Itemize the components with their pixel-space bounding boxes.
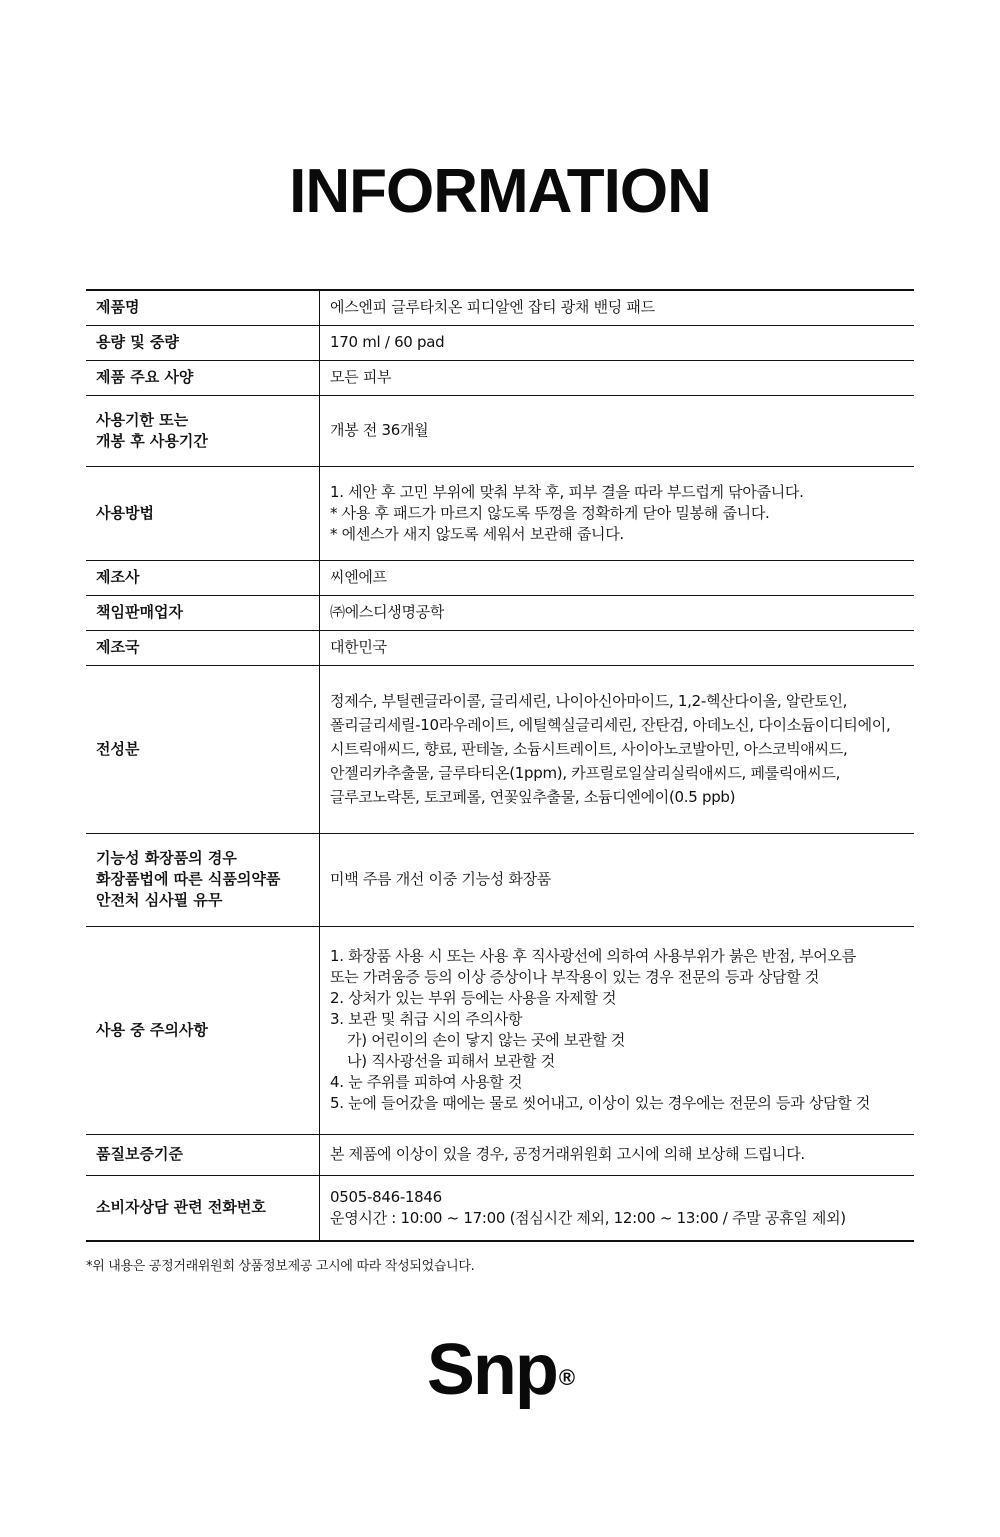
row-label: 기능성 화장품의 경우 화장품법에 따른 식품의약품 안전처 심사필 유무 — [86, 833, 320, 926]
row-label: 제품 주요 사양 — [86, 360, 320, 395]
row-value: 씨엔에프 — [320, 560, 915, 595]
row-value: 본 제품에 이상이 있을 경우, 공정거래위원회 고시에 의해 보상해 드립니다. — [320, 1134, 915, 1175]
row-value: 모든 피부 — [320, 360, 915, 395]
row-value: 0505-846-1846 운영시간 : 10:00 ~ 17:00 (점심시간 제외, 12:00 ~ 13:00 / 주말 공휴일 제외) — [330, 1187, 846, 1227]
row-value: 개봉 전 36개월 — [320, 395, 915, 466]
table-row — [86, 833, 914, 926]
row-value: 대한민국 — [320, 630, 915, 665]
row-label: 사용기한 또는 개봉 후 사용기간 — [86, 395, 320, 466]
row-label: 제조사 — [86, 560, 320, 595]
row-label: 사용 중 주의사항 — [86, 926, 320, 1134]
table-row — [86, 1134, 914, 1175]
table-row — [86, 325, 914, 360]
table-row — [86, 926, 914, 1134]
row-value: 1. 세안 후 고민 부위에 맞춰 부착 후, 피부 결을 따라 부드럽게 닦아줍니다. * 사용 후 패드가 마르지 않도록 뚜껑을 정확하게 닫아 밀봉해 줍니다. * 에센스가 새지 않도록 세워서 보관해 줍니다. — [320, 466, 915, 560]
row-label: 소비자상담 관련 전화번호 — [86, 1175, 320, 1241]
brand-logo — [0, 1325, 1000, 1415]
table-row — [86, 560, 914, 595]
row-value: 미백 주름 개선 이중 기능성 화장품 — [320, 833, 915, 926]
row-label: 용량 및 중량 — [86, 325, 320, 360]
product-info-table — [86, 289, 914, 1242]
table-row — [86, 630, 914, 665]
table-row — [86, 665, 914, 833]
registered-mark: ® — [558, 1365, 574, 1390]
row-label: 전성분 — [86, 665, 320, 833]
row-label: 제조국 — [86, 630, 320, 665]
brand-name: Snp — [426, 1330, 557, 1410]
table-row — [86, 360, 914, 395]
table-row — [86, 466, 914, 560]
footnote: *위 내용은 공정거래위원회 상품정보제공 고시에 따라 작성되었습니다. — [86, 1259, 475, 1274]
table-row — [86, 395, 914, 466]
row-value: 정제수, 부틸렌글라이콜, 글리세린, 나이아신아마이드, 1,2-헥산다이올, 알란토인, 폴리글리세릴-10라우레이트, 에틸헥실글리세린, 잔탄검, 아데노신, 다이소듐이디티에이, 시트릭애씨드, 향료, 판테놀, 소듐시트레이트, 사이아노코발아민, 아스코빅애씨드, 안젤리카추출물, 글루타티온(1ppm), 카프릴로일살리실릭애씨드, 페룰릭애씨드, 글루코노락톤, 토코페롤, 연꽃잎추출물, 소듐디엔에이(0.5 ppb) — [320, 665, 915, 833]
row-label: 책임판매업자 — [86, 595, 320, 630]
row-label: 품질보증기준 — [86, 1134, 320, 1175]
page-title: INFORMATION — [289, 157, 711, 226]
table-row — [86, 1175, 914, 1241]
row-value: 1. 화장품 사용 시 또는 사용 후 직사광선에 의하여 사용부위가 붉은 반점, 부어오름 또는 가려움증 등의 이상 증상이나 부작용이 있는 경우 전문의 등과 상담할 것 2. 상처가 있는 부위 등에는 사용을 자제할 것 3. 보관 및 취급 시의 주의사항 가) 어린이의 손이 닿지 않는 곳에 보관할 것 나) 직사광선을 피해서 보관할 것 4. 눈 주위를 피하여 사용할 것 5. 눈에 들어갔을 때에는 물로 씻어내고, 이상이 있는 경우에는 전문의 등과 상담할 것 — [320, 926, 915, 1134]
row-value: 170 ml / 60 pad — [320, 325, 915, 360]
row-value: ㈜에스디생명공학 — [320, 595, 915, 630]
table-row — [86, 290, 914, 325]
row-value: 에스엔피 글루타치온 피디알엔 잡티 광채 밴딩 패드 — [320, 290, 915, 325]
table-row — [86, 595, 914, 630]
row-label: 제품명 — [86, 290, 320, 325]
row-label: 사용방법 — [86, 466, 320, 560]
